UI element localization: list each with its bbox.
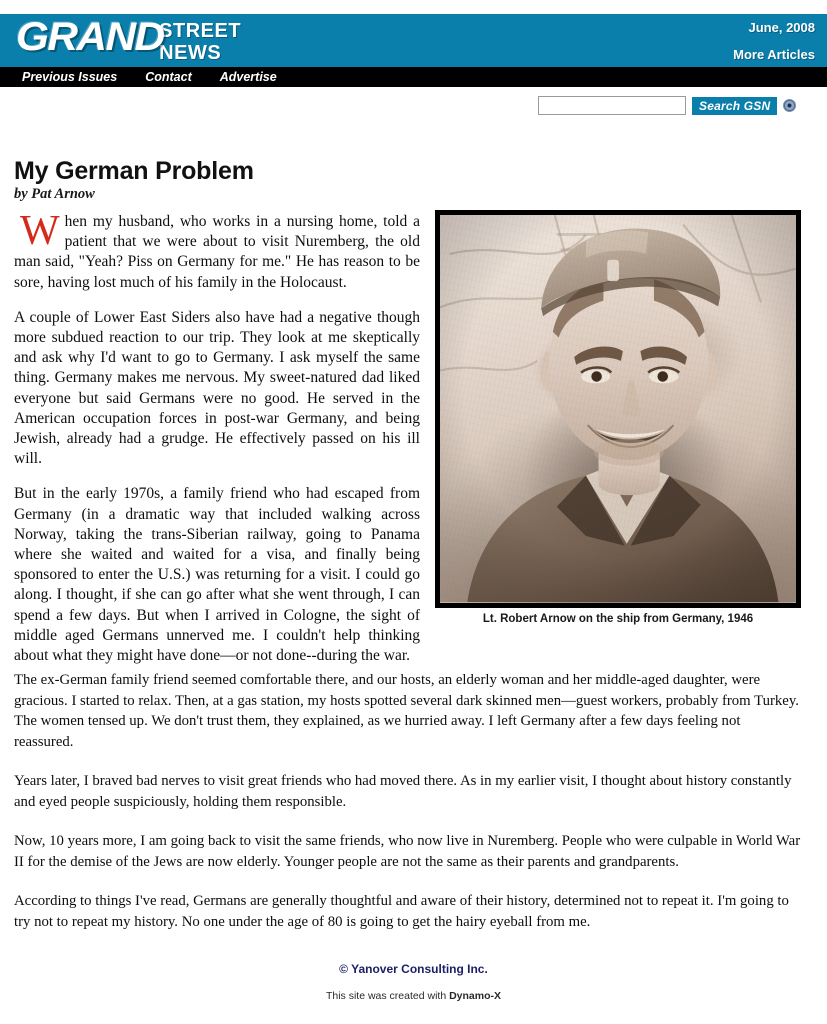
main-navbar	[0, 67, 827, 87]
nav-item-list	[22, 70, 277, 84]
paragraph-3: But in the early 1970s, a family friend who had escaped from Germany (in a dramatic way that included walking across Norway, taking the trans-Siberian railway, going to Panama where she waited and waited for a visa, and finally being sponsored to enter the U.S.) was returning for a visit. I could go along. I thought, if she can go after what she went through, I can spend a few days. But when I arrived in Cologne, the sight of middle aged Germans unnerved me. I couldn't help thinking about what they might have done—or not done--during the war.	[14, 485, 420, 665]
more-articles-link[interactable]: More Articles	[733, 47, 815, 62]
page-title: My German Problem	[14, 156, 254, 185]
paragraph-1-text: hen my husband, who works in a nursing home, told a patient that we were about to visit Nuremberg, the old man said, "Yeah? Piss on Germany for me." He has reason to be sore, having lost much of his family in the Holocaust.	[14, 213, 420, 291]
search-button[interactable]: Search GSN	[692, 97, 777, 115]
photo-caption: Lt. Robert Arnow on the ship from Germany, 1946	[482, 613, 754, 625]
footer-copyright: © Yanover Consulting Inc.	[339, 962, 488, 976]
paragraph-2: A couple of Lower East Siders also have had a negative though more subdued reaction to our trip. They look at me skeptically and ask why I'd want to go to Germany. I ask myself the same thing. Germany makes me nervous. My sweet-natured dad liked everyone but said Germans were no good. He served in the American occupation forces in post-war Germany, and being Jewish, already had a grudge. He effectively passed on his ill will.	[14, 308, 420, 468]
logo-news-line: NEWS	[159, 42, 222, 64]
nav-item-contact[interactable]: Contact	[145, 70, 192, 84]
nav-item-advertise[interactable]: Advertise	[219, 70, 277, 84]
site-logo[interactable]	[16, 15, 241, 64]
paragraph-6: Now, 10 years more, I am going back to visit the same friends, who now live in Nuremberg. People who were culpable in World War II for the demise of the Jews are now elderly. Younger people are not the same as their parents and grandparents.	[14, 833, 801, 870]
site-masthead	[0, 14, 827, 67]
paragraph-4: The ex-German family friend seemed comfortable there, and our hosts, an elderly woman and her middle-aged daughter, were gracious. I started to relax. Then, at a gas station, my hosts spotted several dark skinned men—guest workers, probably from Turkey. The women tensed up. We don't trust them, they explained, as we hurried away. I left Germany after a few days feeling not reassured.	[14, 672, 799, 750]
article-body-full	[14, 670, 802, 951]
paragraph-7: According to things I've read, Germans are generally thoughtful and aware of their history, determined not to repeat it. I'm going to try not to repeat my history. No one under the age of 80 is going to get the hairy eyeball from me.	[14, 893, 789, 930]
nav-item-previous-issues[interactable]: Previous Issues	[22, 70, 118, 84]
site-footer	[0, 962, 827, 1002]
paragraph-5: Years later, I braved bad nerves to visit great friends who had moved there. As in my earlier visit, I thought about history constantly and eyed people suspiciously, holding them responsible.	[14, 773, 792, 810]
article-photo	[435, 210, 801, 608]
issue-date: June, 2008	[748, 20, 815, 35]
photo-grain-overlay	[440, 215, 796, 603]
paragraph-1	[14, 208, 420, 293]
logo-streetnews-text	[159, 20, 241, 64]
dropcap-letter: W	[20, 208, 60, 254]
logo-grand-text: GRAND	[16, 15, 164, 59]
article-byline: by Pat Arnow	[14, 186, 95, 202]
article-photo-figure	[435, 210, 801, 625]
article-body-narrow	[14, 208, 420, 681]
logo-street-line: STREET	[159, 20, 242, 42]
footer-credit-prefix: This site was created with	[325, 990, 450, 1002]
search-dot-icon[interactable]	[783, 99, 796, 112]
search-input[interactable]	[538, 96, 686, 115]
search-area	[538, 96, 796, 115]
footer-credit-product: Dynamo-X	[449, 990, 502, 1002]
footer-credit	[0, 990, 827, 1002]
